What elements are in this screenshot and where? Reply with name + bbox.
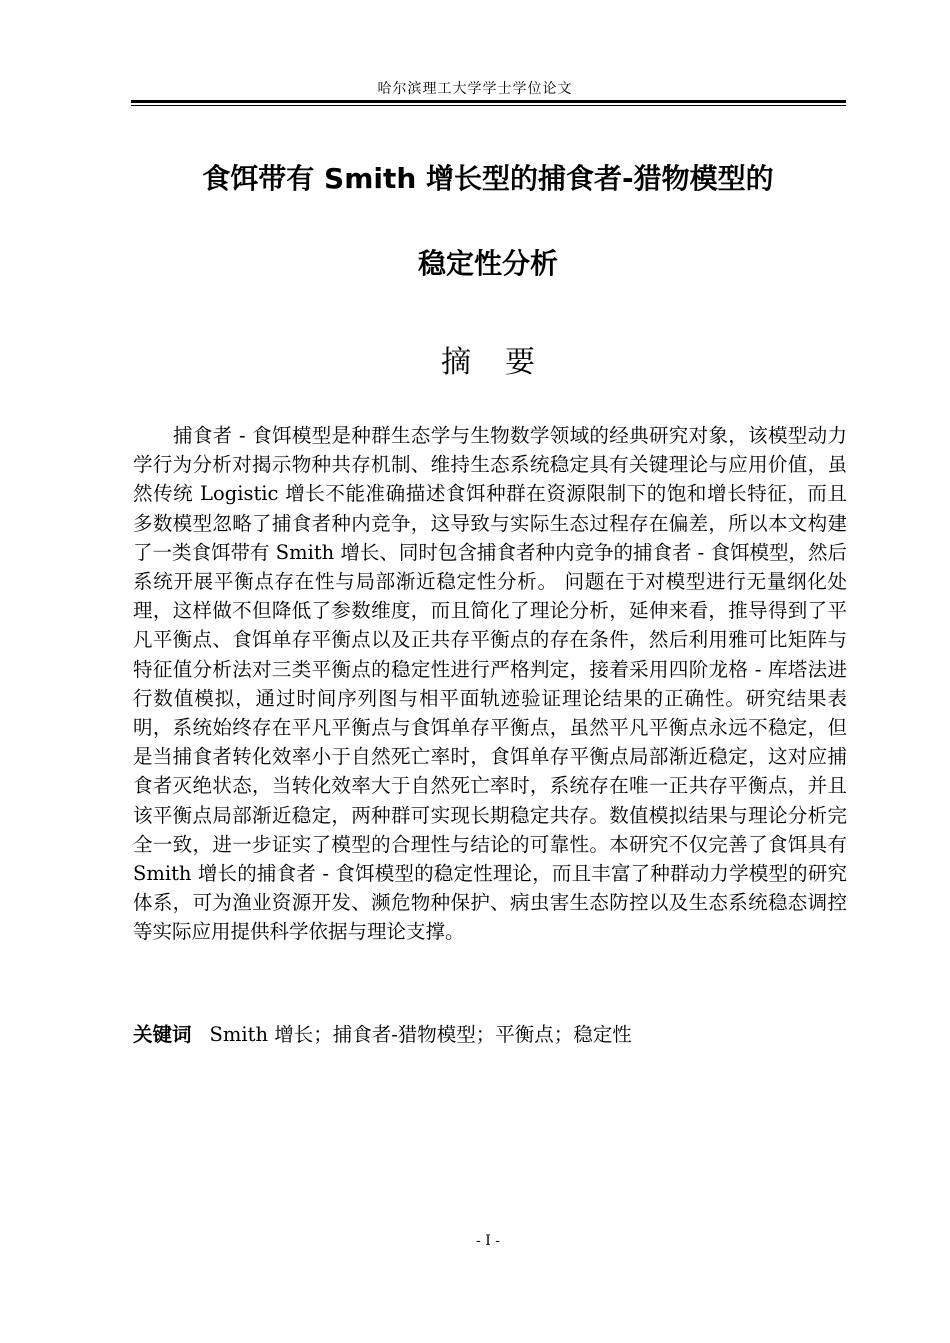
keywords xyxy=(133,1020,847,1049)
thesis-title-line-2: 稳定性分析 xyxy=(417,247,558,280)
abstract-heading: 摘要 xyxy=(441,345,569,380)
page-number: - I - xyxy=(476,1233,500,1249)
keywords-text: Smith 增长；捕食者-猎物模型；平衡点；稳定性 xyxy=(209,1023,632,1046)
header-rule-thin xyxy=(131,105,846,106)
keywords-label: 关键词 xyxy=(133,1023,192,1046)
header-rule-thick xyxy=(131,100,846,103)
abstract-body: 捕食者 - 食饵模型是种群生态学与生物数学领域的经典研究对象，该模型动力学行为分析对揭示物种共存机制、维持生态系统稳定具有关键理论与应用价值，虽然传统 Logistic 增长不能准确描述食饵种群在资源限制下的饱和增长特征，而且多数模型忽略了捕食者种内竞争，这导致与实际生态过程存在偏差，所以本文构建了一类食饵带有 Smith 增长、同时包含捕食者种内竞争的捕食者 - 食饵模型，然后系统开展平衡点存在性与局部渐近稳定性分析。 问题在于对模型进行无量纲化处理，这样做不但降低了参数维度，而且简化了理论分析，延伸来看，推导得到了平凡平衡点、食饵单存平衡点以及正共存平衡点的存在条件，然后利用雅可比矩阵与特征值分析法对三类平衡点的稳定性进行严格判定，接着采用四阶龙格 - 库塔法进行数值模拟，通过时间序列图与相平面轨迹验证理论结果的正确性。研究结果表明，系统始终存在平凡平衡点与食饵单存平衡点，虽然平凡平衡点永远不稳定，但是当捕食者转化效率小于自然死亡率时，食饵单存平衡点局部渐近稳定，这对应捕食者灭绝状态，当转化效率大于自然死亡率时，系统存在唯一正共存平衡点，并且该平衡点局部渐近稳定，两种群可实现长期稳定共存。数值模拟结果与理论分析完全一致，进一步证实了模型的合理性与结论的可靠性。本研究不仅完善了食饵具有 Smith 增长的捕食者 - 食饵模型的稳定性理论，而且丰富了种群动力学模型的研究体系，可为渔业资源开发、濒危物种保护、病虫害生态防控以及生态系统稳态调控等实际应用提供科学依据与理论支撑。 xyxy=(133,424,847,944)
running-header: 哈尔滨理工大学学士学位论文 xyxy=(377,81,573,97)
thesis-title-line-1: 食饵带有 Smith 增长型的捕食者-猎物模型的 xyxy=(202,162,774,195)
